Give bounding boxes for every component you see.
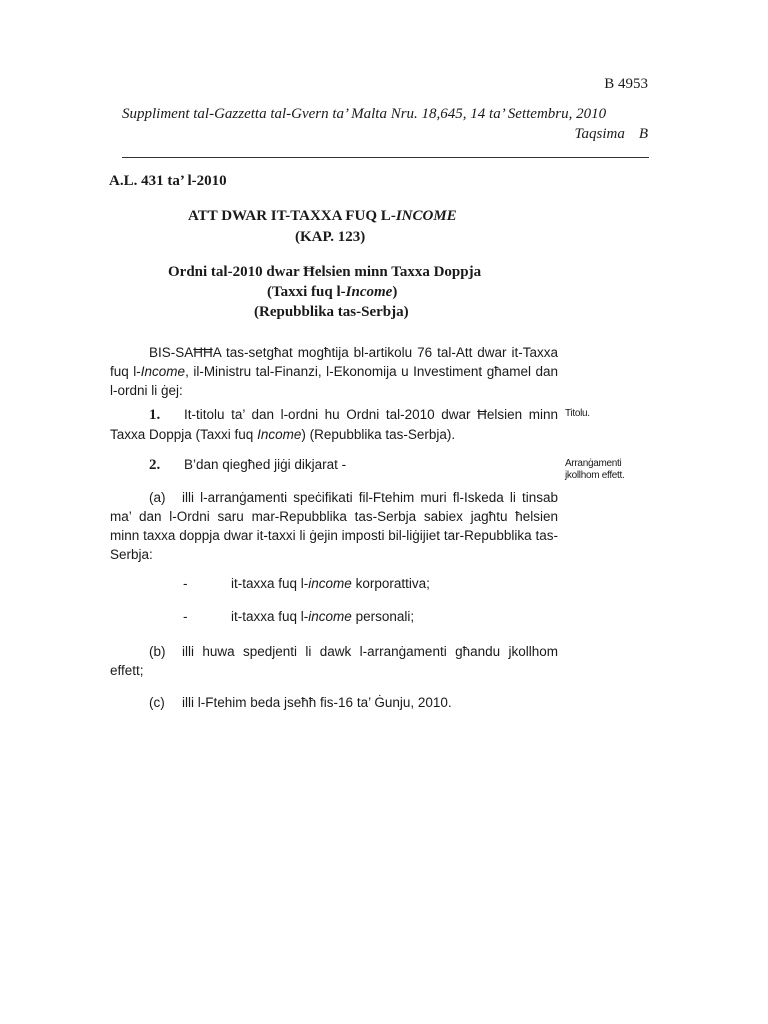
dash-2-italic: income: [308, 609, 352, 624]
dash-1-text-b: korporattiva;: [351, 576, 430, 591]
dash-2: -: [183, 609, 188, 624]
intro-text-a: BIS-SAĦĦA tas-setgħat mogħtija bl-artikolu 76 tal-Att dwar it-Taxxa fuq l-: [110, 345, 558, 379]
page-number: B 4953: [604, 76, 648, 92]
item-b: [110, 642, 558, 680]
dash-2-text-b: personali;: [351, 609, 415, 624]
margin-note-arrangements-line2: jkollhom effett.: [565, 470, 625, 481]
gazette-header: Suppliment tal-Gazzetta tal-Gvern ta’ Malta Nru. 18,645, 14 ta’ Settembru, 2010: [122, 106, 607, 122]
article-1-italic: Income: [257, 427, 302, 442]
item-c-text: illi l-Ftehim beda jseħħ fis-16 ta’ Ġunju, 2010.: [182, 695, 452, 710]
header-rule: [122, 157, 649, 158]
intro-text-italic: Income: [140, 364, 186, 379]
dash-1-italic: income: [308, 576, 352, 591]
order-sub1-prefix: (Taxxi fuq l-: [267, 284, 346, 300]
tax-list-item-personal: [183, 609, 414, 624]
article-1-number: 1.: [149, 407, 161, 423]
item-a-label: (a): [149, 490, 166, 505]
act-title-prefix: ATT DWAR IT-TAXXA FUQ L-: [188, 208, 396, 224]
order-title: Ordni tal-2010 dwar Ħelsien minn Taxxa Doppja: [168, 264, 482, 280]
order-subtitle-taxes: [267, 284, 397, 301]
legal-notice-number: A.L. 431 ta’ l-2010: [109, 173, 227, 189]
chapter-number: (KAP. 123): [295, 229, 366, 245]
act-title: [188, 208, 457, 225]
margin-note-arrangements: [565, 458, 625, 482]
dash-1: -: [183, 576, 188, 591]
item-b-label: (b): [149, 644, 166, 659]
act-title-italic: INCOME: [395, 208, 457, 224]
dash-2-text-a: it-taxxa fuq l-: [231, 609, 309, 624]
item-a: [110, 488, 558, 564]
article-1-text-b: ) (Repubblika tas-Serbja).: [301, 427, 456, 442]
item-c-label: (c): [149, 695, 165, 710]
tax-list-item-corporate: [183, 576, 430, 591]
section-label: [575, 126, 648, 143]
margin-note-arrangements-line1: Arranġamenti: [565, 458, 622, 469]
enacting-clause: [110, 343, 558, 400]
article-2-text: B’dan qiegħed jiġi dikjarat -: [184, 457, 347, 472]
item-c: [110, 693, 558, 712]
order-sub1-suffix: ): [392, 284, 398, 300]
intro-text-b: , il-Ministru tal-Finanzi, l-Ekonomija u Investiment għamel dan l-ordni li ġej:: [110, 364, 558, 398]
order-subtitle-country: (Repubblika tas-Serbja): [254, 304, 409, 320]
article-2-number: 2.: [149, 457, 161, 473]
section-letter: B: [638, 126, 648, 142]
dash-1-text-a: it-taxxa fuq l-: [231, 576, 309, 591]
article-1: [110, 405, 558, 444]
order-sub1-italic: Income: [345, 284, 393, 300]
article-2: [110, 455, 558, 475]
section-label-text: Taqsima: [574, 126, 625, 142]
margin-note-title: Titolu.: [565, 408, 590, 419]
article-1-text-a: It-titolu ta’ dan l-ordni hu Ordni tal-2010 dwar Ħelsien minn Taxxa Doppja (Taxxi fuq: [110, 407, 558, 442]
item-a-text: illi l-arranġamenti speċifikati fil-Ftehim muri fl-Iskeda li tinsab ma’ dan l-Ordni saru mar-Repubblika tas-Serbja sabiex jagħtu ħelsien minn taxxa doppja dwar it-taxxi li ġejin imposti bil-liġijiet tar-Repubblika tas-Serbja:: [110, 490, 558, 562]
item-b-text: illi huwa spedjenti li dawk l-arranġamenti għandu jkollhom effett;: [110, 644, 558, 678]
